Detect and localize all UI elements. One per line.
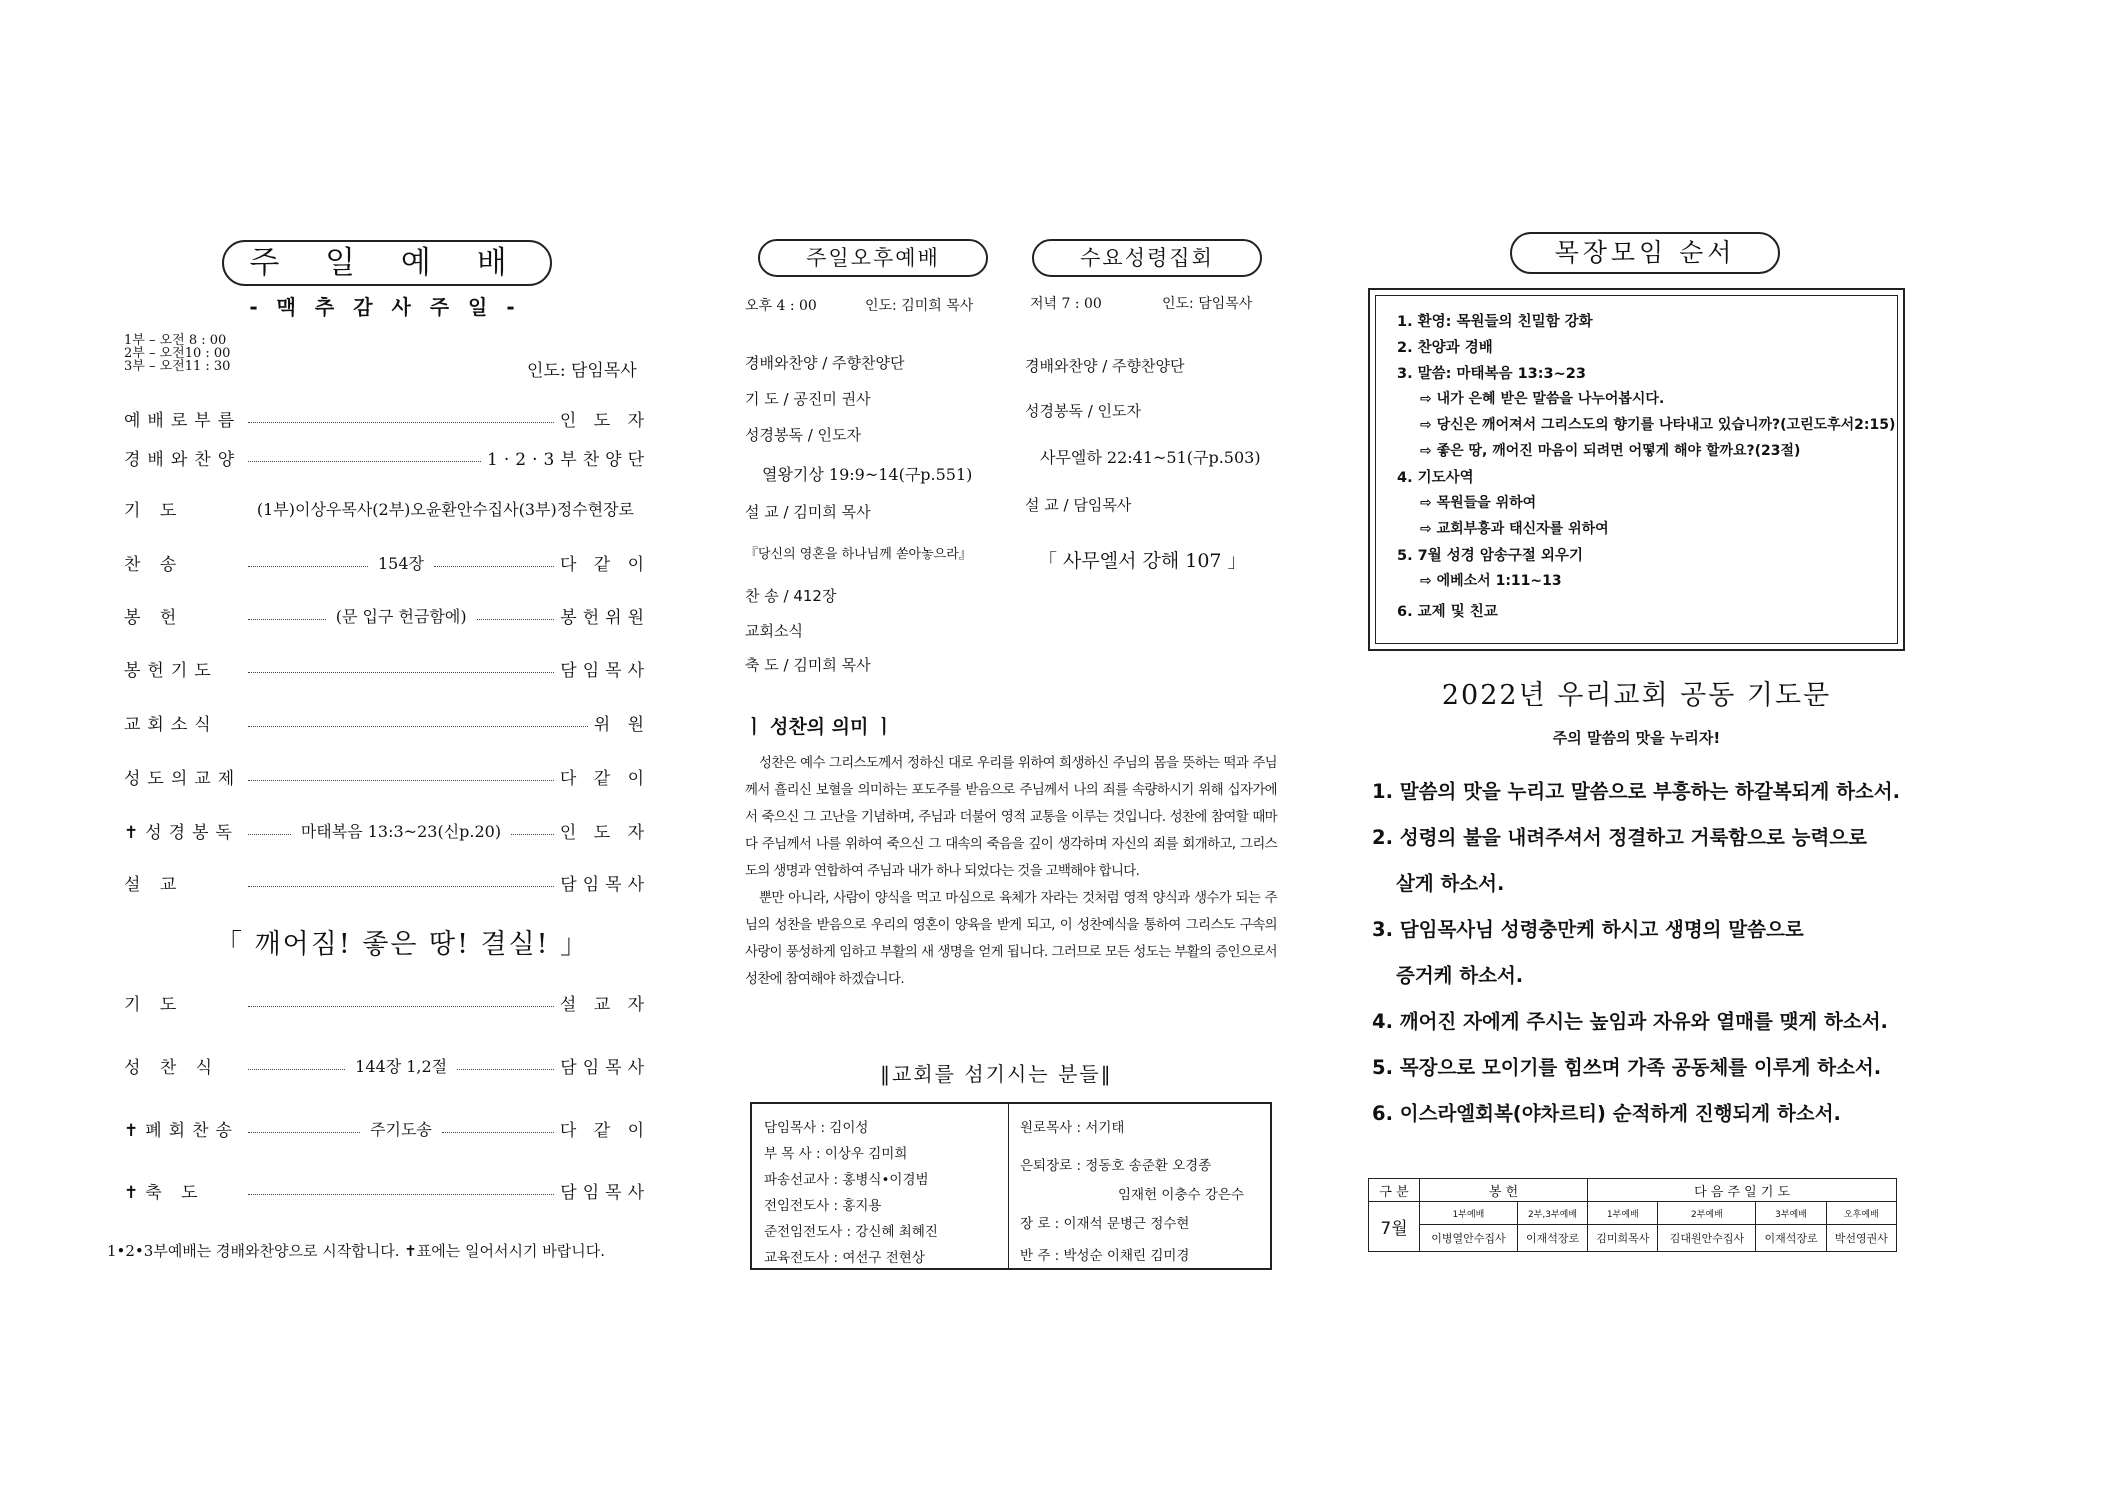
afternoon-item: 설 교 / 김미희 목사	[745, 503, 871, 521]
order-detail: 마태복음 13:3~23(신p.20)	[300, 821, 502, 841]
dotted-leader	[248, 834, 291, 835]
order-row	[124, 445, 650, 469]
footnote: 1•2•3부예배는 경배와찬양으로 시작합니다. ✝표에는 일어서시기 바랍니다.	[107, 1242, 605, 1260]
wednesday-time: 저녁 7 : 00	[1030, 296, 1102, 312]
wednesday-item: 설 교 / 담임목사	[1025, 496, 1132, 514]
order-label: ✝축 도	[124, 1182, 205, 1203]
staff-line: 파송선교사 : 홍병식•이경범	[764, 1172, 929, 1188]
duty-name: 김대원안수집사	[1658, 1225, 1756, 1252]
afternoon-item: 찬 송 / 412장	[745, 587, 837, 605]
communion-body	[745, 750, 1277, 993]
staff-line: 반 주 : 박성순 이채린 김미경	[1020, 1248, 1190, 1264]
cell-meeting-item: ⇨ 교회부흥과 태신자를 위하여	[1420, 521, 1609, 537]
dotted-leader	[477, 619, 555, 620]
order-row	[124, 818, 650, 842]
cell-meeting-item: 1. 환영: 목원들의 친밀함 강화	[1397, 314, 1593, 330]
staff-line: 부 목 사 : 이상우 김미희	[764, 1146, 908, 1162]
staff-line: 임재헌 이충수 강은수	[1118, 1187, 1244, 1203]
duty-sub-header: 1부예배	[1588, 1202, 1658, 1225]
order-label: 예배로부름	[124, 410, 242, 431]
dotted-leader	[248, 422, 554, 423]
staff-line: 전임전도사 : 홍지용	[764, 1198, 882, 1214]
cell-meeting-item: ⇨ 에베소서 1:11~13	[1420, 573, 1562, 589]
cell-meeting-item: ⇨ 당신은 깨어져서 그리스도의 향기를 나타내고 있습니까?(고린도후서2:15)	[1420, 417, 1896, 433]
order-label: 기 도	[124, 500, 184, 521]
cell-meeting-item: ⇨ 좋은 땅, 깨어진 마음이 되려면 어떻게 해야 할까요?(23절)	[1420, 443, 1801, 459]
cell-meeting-item: ⇨ 내가 은혜 받은 말씀을 나누어봅시다.	[1420, 391, 1665, 407]
order-label: 기 도	[124, 994, 184, 1015]
order-row	[124, 1053, 650, 1077]
order-person: 설 교 자	[559, 994, 650, 1015]
order-detail: 144장 1,2절	[355, 1056, 448, 1076]
order-label: 성 찬 식	[124, 1057, 220, 1078]
order-row	[124, 656, 650, 680]
order-row	[124, 710, 650, 734]
order-row	[124, 603, 650, 627]
afternoon-item: 축 도 / 김미희 목사	[745, 656, 871, 674]
communion-title: ㅣ 성찬의 의미 ㅣ	[745, 716, 894, 738]
order-label: 찬 송	[124, 554, 184, 575]
order-person: 인 도 자	[559, 410, 650, 431]
order-person: 다 같 이	[559, 554, 651, 575]
dotted-leader	[248, 886, 554, 887]
service-time: 3부 – 오전11 : 30	[124, 359, 231, 374]
cell-meeting-title: 목장모임 순서	[1510, 232, 1780, 274]
prayer-item: 4. 깨어진 자에게 주시는 높임과 자유와 열매를 맺게 하소서.	[1372, 1010, 1888, 1033]
duty-table	[1368, 1178, 1897, 1252]
order-row	[124, 1178, 650, 1202]
duty-sub-header: 2부예배	[1658, 1202, 1756, 1225]
dotted-leader	[248, 726, 588, 727]
staff-divider	[1008, 1104, 1009, 1268]
duty-name: 이재석장로	[1756, 1225, 1826, 1252]
sunday-leader: 인도: 담임목사	[527, 361, 637, 381]
cell-meeting-item: 5. 7월 성경 암송구절 외우기	[1397, 548, 1583, 564]
sunday-service-subtitle: - 맥 추 감 사 주 일 -	[249, 295, 521, 319]
duty-name: 이병열안수집사	[1420, 1225, 1518, 1252]
prayer-item: 5. 목장으로 모이기를 힘쓰며 가족 공동체를 이루게 하소서.	[1372, 1056, 1882, 1079]
prayer-item: 살게 하소서.	[1396, 872, 1505, 895]
service-time: 2부 – 오전10 : 00	[124, 346, 231, 361]
order-person: 담임목사	[560, 874, 650, 895]
afternoon-item: 교회소식	[745, 622, 803, 640]
order-detail: 154장	[377, 553, 424, 573]
dotted-leader	[248, 619, 326, 620]
dotted-leader	[442, 1132, 554, 1133]
duty-sub-header: 3부예배	[1756, 1202, 1826, 1225]
order-person: 1·2·3부찬양단	[487, 449, 650, 470]
order-person: 인 도 자	[559, 822, 650, 843]
duty-month: 7월	[1369, 1202, 1420, 1252]
duty-name: 김미희목사	[1588, 1225, 1658, 1252]
wednesday-service-title: 수요성령집회	[1032, 239, 1262, 277]
staff-box	[750, 1102, 1272, 1270]
sermon-title: 「 깨어짐! 좋은 땅! 결실! 」	[215, 929, 590, 960]
afternoon-sermon-title: 『당신의 영혼을 하나님께 쏟아놓으라』	[745, 547, 972, 562]
wednesday-leader: 인도: 담임목사	[1162, 296, 1253, 312]
order-person: 담임목사	[560, 1057, 650, 1078]
staff-line: 원로목사 : 서기태	[1020, 1120, 1125, 1136]
sunday-service-title: 주 일 예 배	[222, 240, 552, 286]
prayer-item: 1. 말씀의 맛을 누리고 말씀으로 부흥하는 하갈복되게 하소서.	[1372, 780, 1900, 803]
duty-sub-header: 1부예배	[1420, 1202, 1518, 1225]
dotted-leader	[248, 672, 554, 673]
dotted-leader	[511, 834, 554, 835]
dotted-leader	[248, 1069, 345, 1070]
prayer-item: 2. 성령의 불을 내려주셔서 정결하고 거룩함으로 능력으로	[1372, 826, 1867, 849]
communion-paragraph: 성찬은 예수 그리스도께서 정하신 대로 우리를 위하여 희생하신 주님의 몸을 뜻하는 떡과 주님께서 흘리신 보혈을 의미하는 포도주를 받음으로 주님께서 나의 죄를 속량하시기 위해 십자가에서 죽으신 그 고난을 기념하며, 주님과 더불어 영적 교통을 이루는 것입니다. 성찬에 참여할 때마다 주님께서 나를 위하여 죽으신 그 대속의 죽음을 깊이 생각하며 자신의 죄를 회개하고, 그리스도의 생명과 연합하여 주님과 내가 하나 되었다는 것을 고백해야 합니다.	[745, 756, 1278, 879]
dotted-leader	[248, 1194, 554, 1195]
order-row	[124, 1116, 650, 1140]
staff-line: 담임목사 : 김이성	[764, 1120, 869, 1136]
duty-name: 이재석장로	[1517, 1225, 1587, 1252]
order-label: 성도의교제	[124, 768, 242, 789]
prayer-item: 6. 이스라엘회복(야차르티) 순적하게 진행되게 하소서.	[1372, 1102, 1841, 1125]
prayer-subtitle: 주의 말씀의 맛을 누리자!	[1552, 729, 1721, 747]
duty-header-gubun: 구 분	[1369, 1179, 1420, 1202]
cell-meeting-item: 3. 말씀: 마태복음 13:3~23	[1397, 366, 1586, 382]
communion-paragraph: 뿐만 아니라, 사람이 양식을 먹고 마심으로 육체가 자라는 것처럼 영적 양식과 생수가 되는 주님의 성찬을 받음으로 우리의 영혼이 양육을 받게 되고, 이 성찬예식을 통하여 그리스도 구속의 사랑이 풍성하게 임하고 부활의 새 생명을 얻게 됩니다. 그러므로 모든 성도는 부활의 증인으로서 성찬에 참여해야 하겠습니다.	[745, 891, 1277, 987]
service-time: 1부 – 오전 8 : 00	[124, 333, 227, 348]
staff-line: 장 로 : 이재석 문병근 정수현	[1020, 1216, 1190, 1232]
order-label: ✝성경봉독	[124, 822, 239, 843]
order-label: 경배와찬양	[124, 449, 242, 470]
duty-sub-header: 2부,3부예배	[1517, 1202, 1587, 1225]
dotted-leader	[248, 1006, 554, 1007]
afternoon-item: 기 도 / 공진미 권사	[745, 390, 871, 408]
cell-meeting-item: 2. 찬양과 경배	[1397, 340, 1493, 356]
duty-name: 박선영권사	[1826, 1225, 1896, 1252]
afternoon-time: 오후 4 : 00	[745, 298, 817, 314]
afternoon-item: 경배와찬양 / 주향찬양단	[745, 354, 905, 372]
duty-header-next-prayer: 다 음 주 일 기 도	[1588, 1179, 1897, 1202]
order-row	[124, 870, 650, 894]
cell-meeting-item: 6. 교제 및 친교	[1397, 604, 1498, 620]
wednesday-item: 성경봉독 / 인도자	[1025, 402, 1142, 420]
prayer-item: 증거케 하소서.	[1396, 964, 1524, 987]
order-label: 교회소식	[124, 714, 218, 735]
afternoon-leader: 인도: 김미희 목사	[865, 298, 974, 314]
dotted-leader	[248, 780, 554, 781]
cell-meeting-item: ⇨ 목원들을 위하여	[1420, 495, 1537, 511]
order-row	[124, 406, 650, 430]
order-detail: (문 입구 헌금함에)	[335, 606, 467, 626]
order-row	[124, 550, 650, 574]
duty-sub-header: 오후예배	[1826, 1202, 1896, 1225]
order-label: 봉헌기도	[124, 660, 218, 681]
staff-line: 준전임전도사 : 강신혜 최혜진	[764, 1224, 938, 1240]
order-label: 설 교	[124, 874, 184, 895]
afternoon-service-title: 주일오후예배	[758, 239, 988, 277]
order-person: 봉헌위원	[560, 607, 650, 628]
afternoon-item: 성경봉독 / 인도자	[745, 426, 862, 444]
order-person: 다 같 이	[559, 1120, 650, 1141]
wednesday-scripture: 사무엘하 22:41~51(구p.503)	[1040, 448, 1261, 467]
dotted-leader	[248, 566, 368, 567]
order-person: 위 원	[593, 714, 650, 735]
wednesday-sermon-title: 「 사무엘서 강해 107 」	[1038, 550, 1247, 572]
order-detail: (1부)이상우목사(2부)오윤환안수집사(3부)정수현장로	[256, 499, 634, 519]
service-times	[124, 334, 230, 373]
order-row	[124, 496, 650, 520]
order-label: ✝폐회찬송	[124, 1120, 239, 1141]
cell-meeting-item: 4. 기도사역	[1397, 470, 1474, 486]
order-person: 다 같 이	[559, 768, 650, 789]
staff-line: 교육전도사 : 여선구 전현상	[764, 1250, 925, 1266]
order-row	[124, 764, 650, 788]
duty-header-offering: 봉 헌	[1420, 1179, 1588, 1202]
dotted-leader	[248, 461, 481, 462]
prayer-title: 2022년 우리교회 공동 기도문	[1441, 680, 1832, 711]
dotted-leader	[457, 1069, 554, 1070]
staff-line: 은퇴장로 : 정동호 송준환 오경종	[1020, 1158, 1212, 1174]
order-detail: 주기도송	[370, 1119, 432, 1139]
order-row	[124, 990, 650, 1014]
order-person: 담임목사	[560, 1182, 650, 1203]
wednesday-item: 경배와찬양 / 주향찬양단	[1025, 357, 1185, 375]
dotted-leader	[434, 566, 554, 567]
afternoon-scripture: 열왕기상 19:9~14(구p.551)	[762, 465, 973, 484]
dotted-leader	[248, 1132, 360, 1133]
order-label: 봉 헌	[124, 607, 184, 628]
prayer-item: 3. 담임목사님 성령충만케 하시고 생명의 말씀으로	[1372, 918, 1804, 941]
order-person: 담임목사	[560, 660, 650, 681]
staff-title: ‖교회를 섬기시는 분들‖	[880, 1062, 1113, 1086]
